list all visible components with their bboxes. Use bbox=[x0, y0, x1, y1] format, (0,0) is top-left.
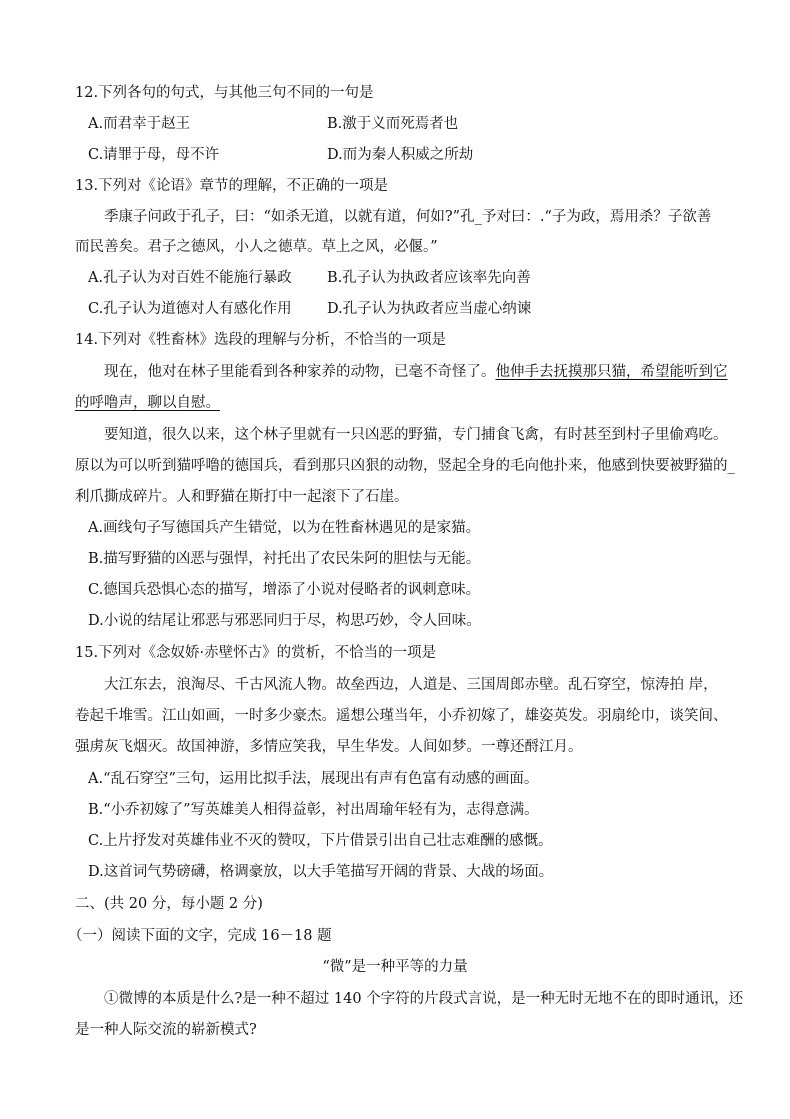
q12-option-c: C.请罪于母，母不许 bbox=[88, 147, 220, 163]
q14-option-b: B.描写野猫的凶恶与强悍，衬托出了农民朱阿的胆怯与无能。 bbox=[88, 551, 481, 567]
q14-paragraph-2-line-2: 原以为可以听到猫呼噜的德国兵，看到那只凶狠的动物，竖起全身的毛向他扑来，他感到快要被野猫的_ bbox=[75, 458, 735, 474]
q15-option-c: C.上片抒发对英雄伟业不灭的赞叹，下片借景引出自己壮志难酬的感慨。 bbox=[88, 833, 553, 849]
article-paragraph-1-line-1: ①微博的本质是什么?是一种不超过 140 个字符的片段式言说，是一种无时无地不在的即时通讯，还 bbox=[104, 991, 744, 1007]
q12-title: 12.下列各句的句式，与其他三句不同的一句是 bbox=[75, 85, 374, 101]
q15-poem-line-3: 强虏灰飞烟灭。故国神游，多情应笑我，早生华发。人间如梦。一尊还酹江月。 bbox=[75, 739, 583, 755]
q13-passage-line-1: 季康子问政于孔子，曰：“如杀无道，以就有道，何如?”孔_予对曰：.“子为政，焉用杀？子欲善 bbox=[104, 209, 712, 225]
q15-option-a: A.“乱石穿空”三句，运用比拟手法，展现出有声有色富有动感的画面。 bbox=[88, 771, 539, 787]
q13-option-a: A.孔子认为对百姓不能施行暴政 bbox=[88, 270, 292, 286]
q14-underlined-sentence: 他伸手去抚摸那只猫，希望能听到它 bbox=[495, 364, 728, 380]
q13-title: 13.下列对《论语》章节的理解，不正确的一项是 bbox=[75, 178, 389, 194]
q14-plain-text: 现在，他对在林子里能看到各种家养的动物，已毫不奇怪了。 bbox=[104, 364, 496, 380]
q15-option-d: D.这首词气势磅礴，格调豪放，以大手笔描写开阔的背景、大战的场面。 bbox=[88, 864, 554, 880]
article-title: “微”是一种平等的力量 bbox=[322, 959, 468, 975]
q12-option-b: B.激于义而死焉者也 bbox=[327, 116, 459, 132]
q15-poem-line-2: 卷起千堆雪。江山如画，一时多少豪杰。遥想公瑾当年，小乔初嫁了，雄姿英发。羽扇纶巾，谈笑间、 bbox=[75, 708, 728, 724]
q13-option-d: D.孔子认为执政者应当虚心纳谏 bbox=[327, 301, 532, 317]
q15-title: 15.下列对《念奴娇·赤壁怀古》的赏析，不恰当的一项是 bbox=[75, 645, 437, 661]
q14-title: 14.下列对《牲畜林》选段的理解与分析，不恰当的一项是 bbox=[75, 332, 447, 348]
q14-option-c: C.德国兵恐惧心态的描写，增添了小说对侵略者的讽刺意味。 bbox=[88, 582, 481, 598]
q14-paragraph-1-line-1 bbox=[104, 362, 728, 382]
q15-poem-line-1: 大江东去，浪淘尽、千古风流人物。故垒西边，人道是、三国周郎赤壁。乱石穿空，惊涛拍 岸， bbox=[104, 677, 718, 693]
q14-paragraph-1-line-2 bbox=[75, 393, 220, 413]
q13-option-b: B.孔子认为执政者应该率先向善 bbox=[327, 270, 531, 286]
q14-option-d: D.小说的结尾让邪恶与邪恶同归于尽，构思巧妙，令人回味。 bbox=[88, 613, 481, 629]
q12-option-d: D.而为秦人积威之所劫 bbox=[327, 147, 474, 163]
q13-option-c: C.孔子认为道德对人有感化作用 bbox=[88, 301, 292, 317]
section-2-subheading: （一）阅读下面的文字，完成 16－18 题 bbox=[68, 928, 332, 944]
q12-option-a: A.而君幸于赵王 bbox=[88, 116, 191, 132]
q14-paragraph-2-line-1: 要知道，很久以来，这个林子里就有一只凶恶的野猫，专门捕食飞禽，有时甚至到村子里偷鸡吃。 bbox=[104, 427, 728, 443]
q15-option-b: B.“小乔初嫁了”写英雄美人相得益彰，衬出周瑜年轻有为，志得意满。 bbox=[88, 802, 539, 818]
q14-paragraph-2-line-3: 利爪撕成碎片。人和野猫在斯打中一起滚下了石崖。 bbox=[75, 489, 409, 505]
q14-underlined-sentence-end: 的呼噜声，聊以自慰。 bbox=[75, 395, 220, 411]
article-paragraph-1-line-2: 是一种人际交流的崭新模式? bbox=[75, 1022, 257, 1038]
section-2-heading: 二、(共 20 分，每小题 2 分) bbox=[75, 896, 263, 912]
q13-passage-line-2: 而民善矣。君子之德风，小人之德草。草上之风，必偃。” bbox=[75, 239, 438, 255]
q14-option-a: A.画线句子写德国兵产生错觉，以为在牲畜林遇见的是家猫。 bbox=[88, 520, 481, 536]
